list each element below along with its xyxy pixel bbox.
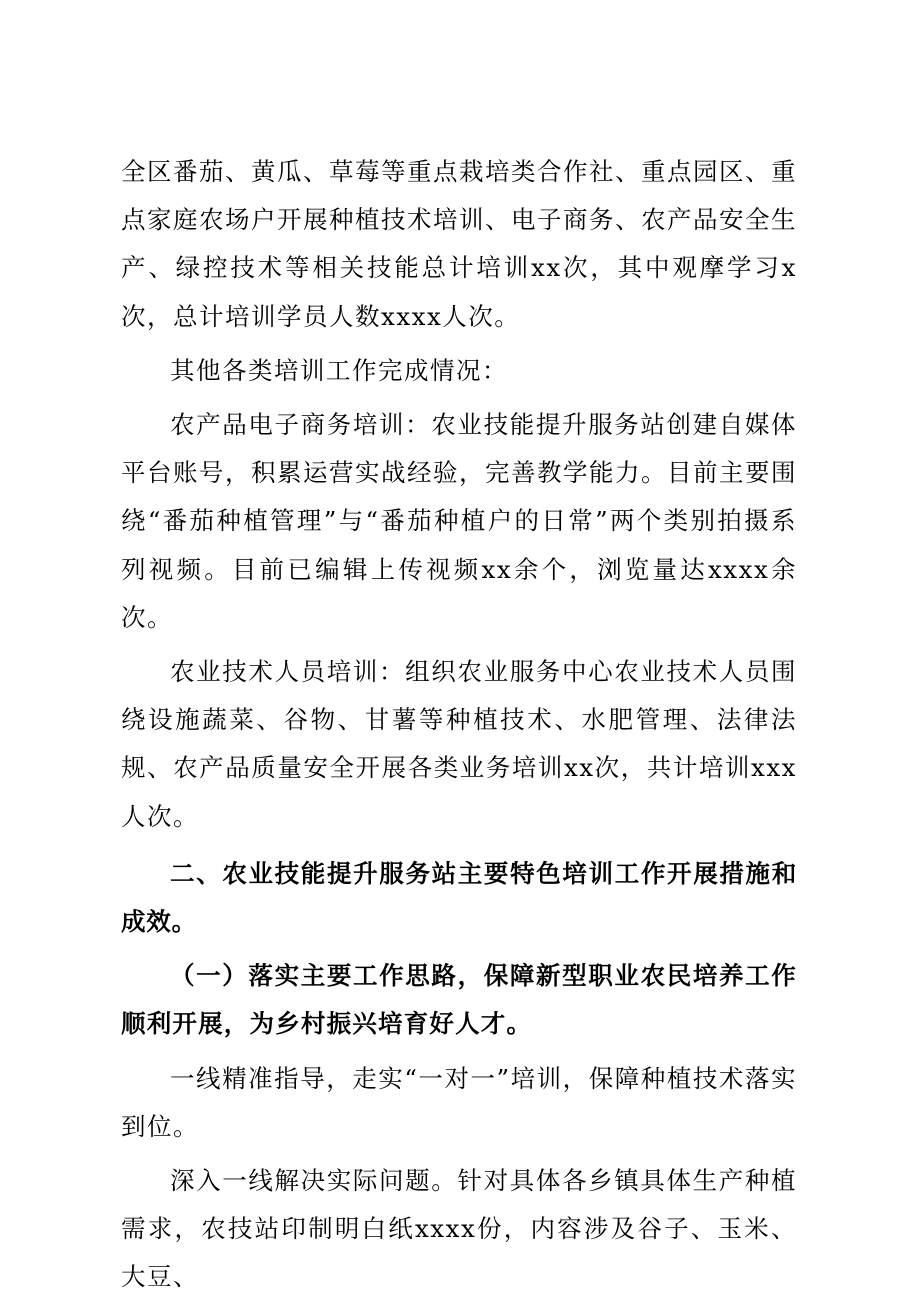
paragraph-frontline-guidance: 一线精准指导，走实“一对一”培训，保障种植技术落实到位。: [121, 1063, 797, 1141]
paragraph-ecommerce-training: 农产品电子商务培训：农业技能提升服务站创建自媒体平台账号，积累运营实战经验，完善教学能力。目前主要围绕“番茄种植管理”与“番茄种植户的日常”两个类别拍摄系列视频。目前已编辑上传视频xx余个，浏览量达xxxx余次。: [121, 410, 797, 632]
document-body: [121, 148, 797, 1302]
subsection-heading: （一）落实主要工作思路，保障新型职业农民培养工作顺利开展，为乡村振兴培育好人才。: [121, 961, 797, 1039]
paragraph-other-training-intro: 其他各类培训工作完成情况：: [170, 355, 508, 385]
paragraph-frontline-problems: 深入一线解决实际问题。针对具体各乡镇具体生产种植需求，农技站印制明白纸xxxx份，内容涉及谷子、玉米、大豆、: [121, 1166, 797, 1292]
paragraph-training-summary: 全区番茄、黄瓜、草莓等重点栽培类合作社、重点园区、重点家庭农场户开展种植技术培训、电子商务、农产品安全生产、绿控技术等相关技能总计培训xx次，其中观摩学习x次，总计培训学员人数xxxx人次。: [121, 157, 797, 331]
paragraph-technician-training: 农业技术人员培训：组织农业服务中心农业技术人员围绕设施蔬菜、谷物、甘薯等种植技术、水肥管理、法律法规、农产品质量安全开展各类业务培训xx次，共计培训xxx人次。: [121, 657, 797, 831]
section-heading: 二、农业技能提升服务站主要特色培训工作开展措施和成效。: [121, 858, 797, 937]
